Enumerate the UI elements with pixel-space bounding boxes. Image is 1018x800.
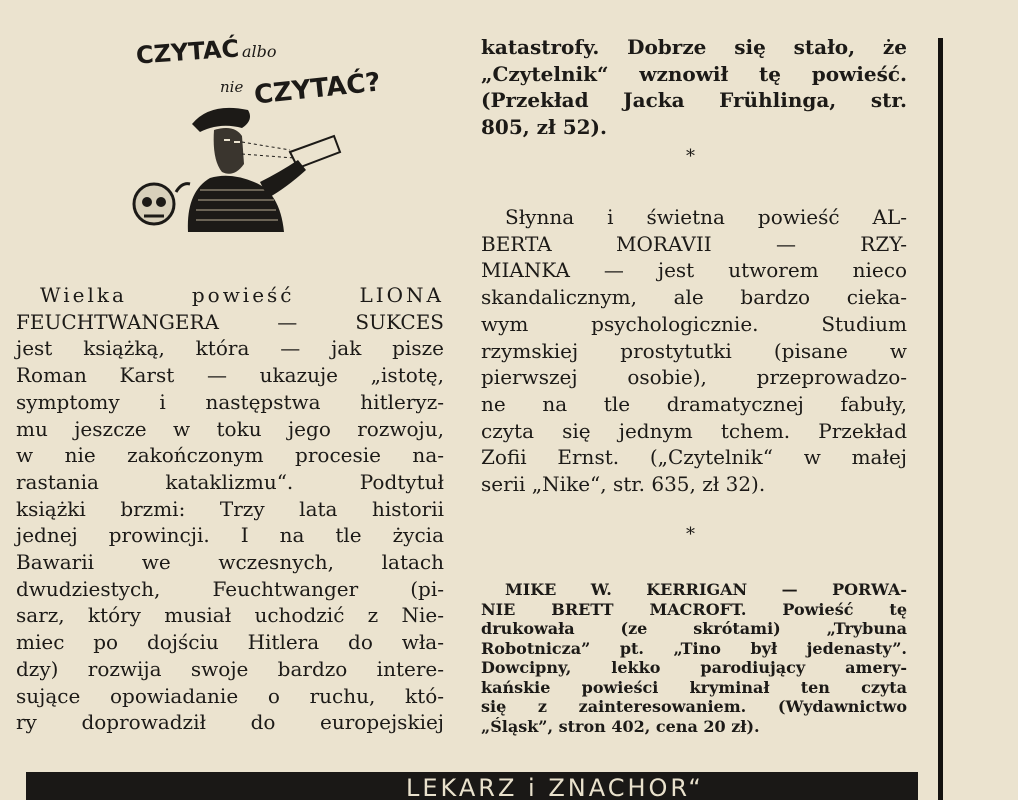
- text-line: ne na tle dramatycznej fabuły,: [481, 391, 907, 416]
- text-line: „Czytelnik“ wznowił tę powieść.: [481, 61, 907, 86]
- text-line: rzymskiej prostytutki (pisane w: [481, 338, 907, 363]
- logo-title-mid: albo: [242, 42, 277, 61]
- text-line: MIANKA — jest utworem nieco: [481, 258, 907, 283]
- next-article-banner: [26, 772, 918, 800]
- separator-star-1: *: [686, 146, 695, 167]
- kerrigan-paragraph: [481, 580, 907, 736]
- text-line: dwudziestych, Feuchtwanger (pi-: [16, 576, 444, 601]
- text-line: FEUCHTWANGERA — SUKCES: [16, 309, 444, 334]
- right-column: [481, 34, 907, 141]
- text-line: Bawarii we wczesnych, latach: [16, 550, 444, 575]
- text-line: serii „Nike“, str. 635, zł 32).: [481, 472, 766, 497]
- text-line: sujące opowiadanie o ruchu, któ-: [16, 683, 444, 708]
- feuchtwanger-paragraph: [16, 282, 444, 736]
- text-line: NIE BRETT MACROFT. Powieść tę: [481, 599, 907, 619]
- article-kerrigan: [481, 580, 907, 736]
- text-line: wym psychologicznie. Studium: [481, 311, 907, 336]
- reader-figure-icon: [130, 32, 360, 237]
- moravia-paragraph: [481, 204, 907, 498]
- logo-title-word2: CZYTAĆ?: [252, 67, 382, 111]
- text-line: ry doprowadził do europejskiej: [16, 710, 444, 735]
- feuchtwanger-continuation: [481, 34, 907, 141]
- text-line: Robotnicza” pt. „Tino był jedenasty”.: [481, 638, 907, 658]
- text-line: Wielka powieść LIONA: [40, 283, 444, 307]
- text-line: dzy) rozwija swoje bardzo intere-: [16, 656, 444, 681]
- text-line: 805, zł 52).: [481, 115, 607, 140]
- text-line: „Śląsk”, stron 402, cena 20 zł).: [481, 716, 760, 736]
- text-line: (Przekład Jacka Frühlinga, str.: [481, 88, 907, 113]
- banner-title: LEKARZ i ZNACHOR“: [406, 774, 704, 800]
- text-line: pierwszej osobie), przeprowadzo-: [481, 365, 907, 390]
- text-line: czyta się jednym tchem. Przekład: [481, 418, 907, 443]
- separator-star-2: *: [686, 524, 695, 545]
- text-line: drukowała (ze skrótami) „Trybuna: [481, 619, 907, 638]
- text-line: się z zainteresowaniem. (Wydawnictwo: [481, 697, 907, 716]
- text-line: katastrofy. Dobrze się stało, że: [481, 35, 907, 59]
- text-line: Zofii Ernst. („Czytelnik“ w małej: [481, 445, 907, 470]
- text-line: MIKE W. KERRIGAN — PORWA-: [505, 580, 907, 599]
- text-line: jednej prowincji. I na tle życia: [16, 523, 444, 548]
- text-line: symptomy i następstwa hitleryz-: [16, 389, 444, 414]
- text-line: książki brzmi: Trzy lata historii: [16, 496, 444, 521]
- text-line: kańskie powieści kryminał ten czyta: [481, 677, 907, 697]
- logo-title-small: nie: [220, 78, 244, 96]
- text-line: Słynna i świetna powieść AL-: [505, 205, 907, 229]
- text-line: skandalicznym, ale bardzo cieka-: [481, 285, 907, 310]
- article-moravia: [481, 204, 907, 498]
- text-line: rastania kataklizmu“. Podtytuł: [16, 469, 444, 494]
- column-rule: [938, 38, 943, 800]
- text-line: sarz, który musiał uchodzić z Nie-: [16, 603, 444, 628]
- logo-title-word1: CZYTAĆ: [135, 34, 240, 70]
- text-line: jest książką, która — jak pisze: [16, 336, 444, 361]
- column-logo-illustration: [130, 32, 382, 237]
- text-line: w nie zakończonym procesie na-: [16, 443, 444, 468]
- text-line: miec po dojściu Hitlera do wła-: [16, 630, 444, 655]
- text-line: mu jeszcze w toku jego rozwoju,: [16, 416, 444, 441]
- text-line: Roman Karst — ukazuje „istotę,: [16, 363, 444, 388]
- article-feuchtwanger: [16, 282, 444, 736]
- text-line: Dowcipny, lekko parodiujący amery-: [481, 658, 907, 677]
- text-line: BERTA MORAVII — RZY-: [481, 231, 907, 256]
